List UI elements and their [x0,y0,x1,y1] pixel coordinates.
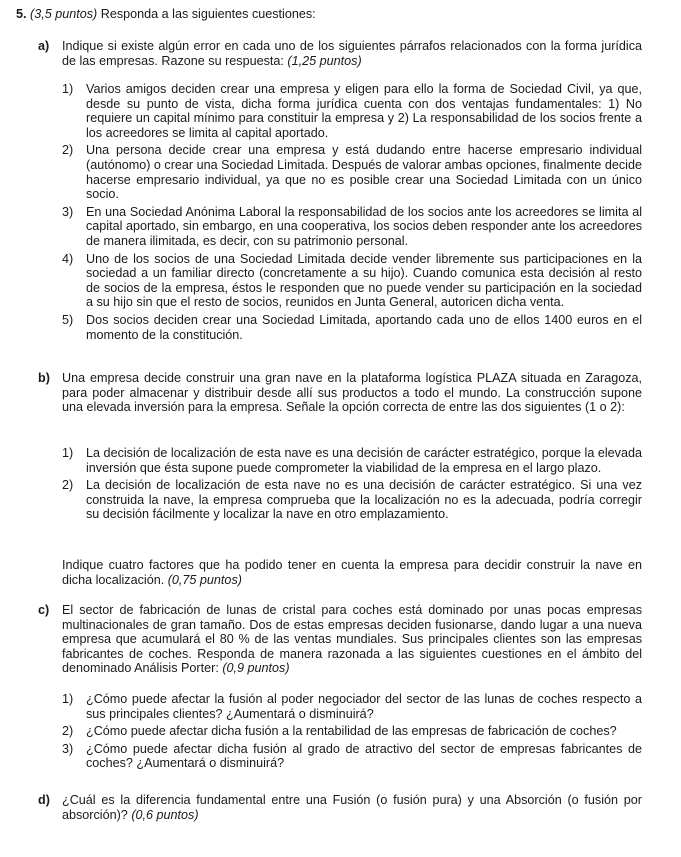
list-item [62,478,642,522]
part-b-followup [38,558,642,587]
followup-statement: Indique cuatro factores que ha podido tener en cuenta la empresa para decidir construir la nave en dicha localización. [62,558,642,587]
part-a-label: a) [38,39,50,53]
list-item [62,143,642,201]
part-b-followup-text [62,558,642,587]
item-number: 1) [62,82,74,96]
part-d-label: d) [38,793,50,807]
item-text: En una Sociedad Anónima Laboral la responsabilidad de los socios ante los acreedores se limita al capital aportado, sin embargo, en una cooperativa, los socios deben responder ante los acreedores de manera ilimitada, es decir, con su patrimonio personal. [86,204,642,248]
item-number: 5) [62,312,74,327]
item-number: 2) [62,143,74,158]
part-d [38,793,642,822]
part-a-statement: Indique si existe algún error en cada uno de los siguientes párrafos relacionados con la forma jurídica de las empresas. Razone su respuesta: [62,39,642,68]
part-a-points: (1,25 puntos) [287,53,362,68]
list-item [62,313,642,342]
part-a-items [62,82,642,345]
list-item [62,252,642,310]
item-number: 3) [62,741,74,756]
question-number: 5. [16,7,27,21]
item-text: La decisión de localización de esta nave no es una decisión de carácter estratégico. Si una vez construida la nave, la empresa comprueba que la localización no es la adecuada, podría corregir su decisión fácilmente y localizar la nave en otro emplazamiento. [86,478,642,522]
item-text: Uno de los socios de una Sociedad Limitada decide vender libremente sus participaciones en la sociedad a un familiar directo (concretamente a su hijo). Cuando comunica esta decisión al resto de socios de la empresa, éstos le responden que no puede vender su participación en la sociedad a su hijo sin que el resto de socios, reunidos en Junta General, autoricen dicha venta. [86,251,642,310]
item-text: ¿Cómo puede afectar la fusión al poder negociador del sector de las lunas de coches respecto a sus principales clientes? ¿Aumentará o disminuirá? [86,692,642,721]
part-c-statement: El sector de fabricación de lunas de cristal para coches está dominado por unas pocas empresas multinacionales de gran tamaño. Dos de estas empresas deciden fusionarse, dando lugar a una nueva empresa que acumulará el 80 % de las ventas mundiales. Sus principales clientes son las empresas fabricantes de coches. Responda de manera razonada a las siguientes cuestiones en el ámbito del denominado Análisis Porter: [62,603,642,676]
part-b [38,371,642,415]
item-number: 3) [62,204,74,219]
part-a-text [62,39,642,68]
part-d-statement: ¿Cuál es la diferencia fundamental entre una Fusión (o fusión pura) y una Absorción (o fusión por absorción)? [62,793,642,822]
question-points: (3,5 puntos) [30,7,98,21]
part-d-points: (0,6 puntos) [131,807,199,822]
item-text: Varios amigos deciden crear una empresa y eligen para ello la forma de Sociedad Civil, ya que, desde su punto de vista, dicha forma jurídica cuenta con dos ventajas fundamentales: 1) No requiere un capital mínimo para constituir la empresa y 2) La responsabilidad de los socios frente a los acreedores se limita al capital aportado. [86,82,642,140]
followup-points: (0,75 puntos) [167,572,242,587]
item-text: Dos socios deciden crear una Sociedad Limitada, aportando cada uno de ellos 1400 euros en el momento de la constitución. [86,312,642,342]
part-a [38,39,642,68]
part-c-text [62,603,642,676]
list-item [62,446,642,475]
list-item [62,692,642,721]
list-item [62,82,642,140]
part-b-items [62,446,642,525]
part-c [38,603,642,676]
part-c-points: (0,9 puntos) [222,661,290,676]
item-number: 1) [62,446,74,460]
list-item [62,742,642,771]
part-b-text: Una empresa decide construir una gran nave en la plataforma logística PLAZA situada en Zaragoza, para poder almacenar y distribuir desde allí sus productos a todo el mundo. La construcción supone una elevada inversión para la empresa. Señale la opción correcta de entre las dos siguientes (1 o 2): [62,371,642,415]
question-header [16,7,656,22]
part-c-label: c) [38,603,50,617]
item-text: ¿Cómo puede afectar dicha fusión a la rentabilidad de las empresas de fabricación de coches? [86,724,617,739]
list-item [62,724,642,739]
item-number: 2) [62,724,74,739]
item-text: La decisión de localización de esta nave es una decisión de carácter estratégico, porque la elevada inversión que ésta supone puede comprometer la viabilidad de la empresa en el largo plazo. [86,446,642,475]
item-text: Una persona decide crear una empresa y está dudando entre hacerse empresario individual (autónomo) o crear una Sociedad Limitada. Después de valorar ambas opciones, finalmente decide hacerse empresario individual, ya que no es posible crear una Sociedad Limitada con un único socio. [86,143,642,202]
question-prompt: Responda a las siguientes cuestiones: [100,7,316,21]
item-number: 2) [62,478,74,493]
part-d-text [62,793,642,822]
item-number: 1) [62,692,74,706]
list-item [62,205,642,249]
item-text: ¿Cómo puede afectar dicha fusión al grado de atractivo del sector de empresas fabricantes de coches? ¿Aumentará o disminuirá? [86,741,642,771]
part-c-items [62,692,642,774]
part-b-label: b) [38,371,50,385]
item-number: 4) [62,251,74,266]
